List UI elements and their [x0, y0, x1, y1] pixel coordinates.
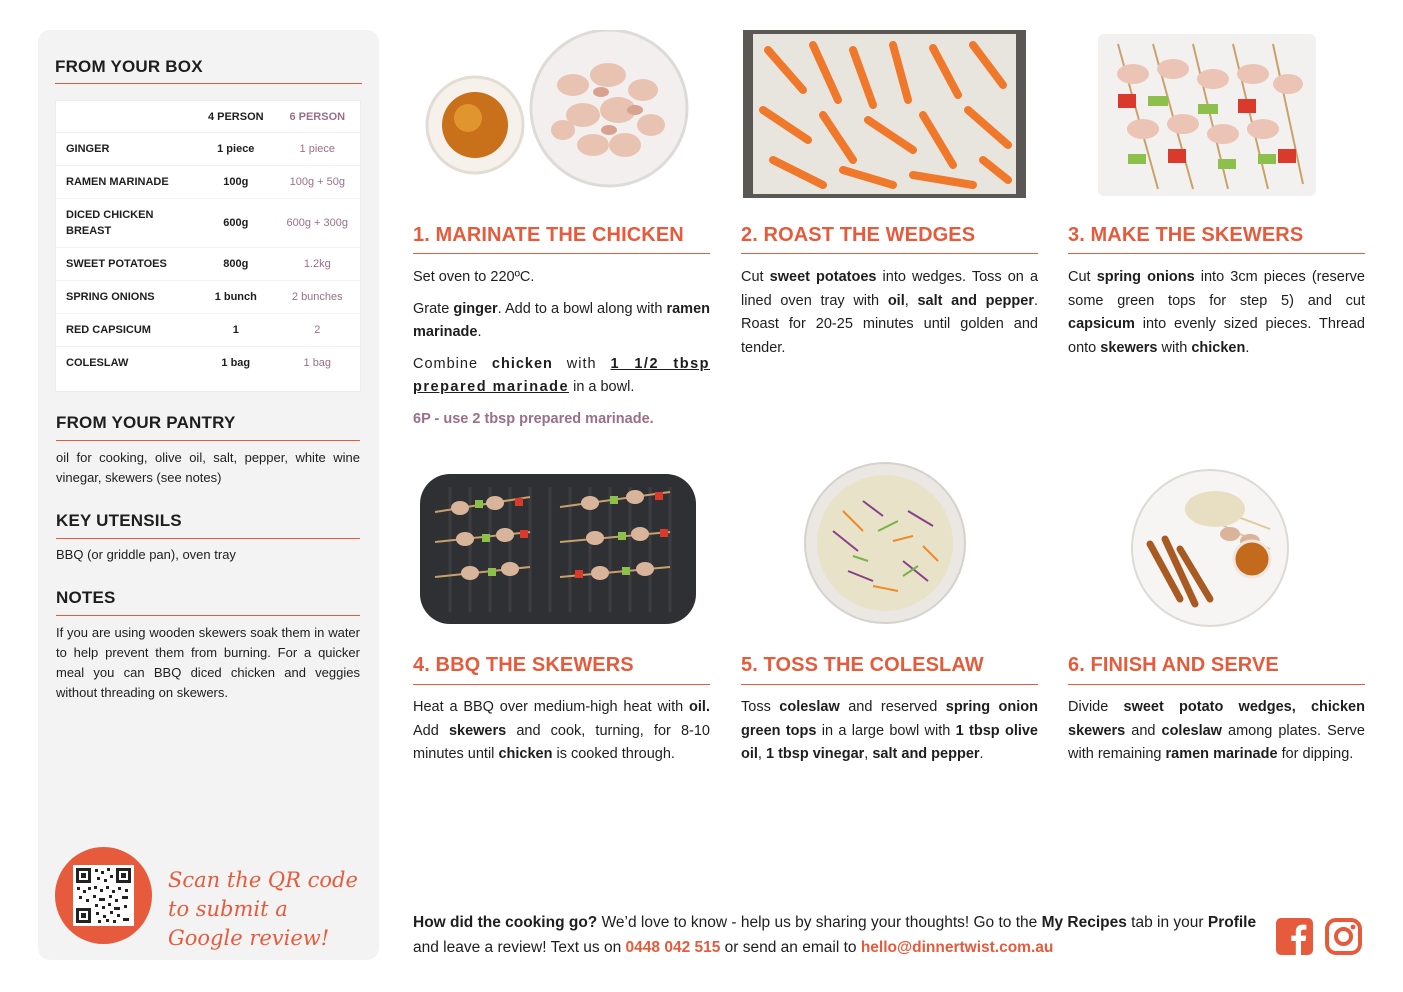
qr-code-icon[interactable] — [73, 865, 134, 926]
step-5-text: Toss coleslaw and reserved spring onion green tops in a large bowl with 1 tbsp olive oil, 1 tbsp vinegar, salt and pepper. — [741, 699, 1039, 762]
ingredient-name: GINGER — [56, 133, 197, 166]
qty-4p: 1 bunch — [197, 281, 275, 314]
ingredients-table — [55, 100, 361, 392]
divider — [413, 684, 710, 685]
header-blank — [56, 101, 197, 133]
marinate-chicken-photo — [413, 30, 703, 200]
qty-4p: 1 — [197, 314, 275, 347]
divider — [741, 684, 1038, 685]
qty-4p: 1 bag — [197, 347, 275, 380]
table-row — [56, 281, 360, 314]
qty-6p: 1 piece — [275, 133, 360, 166]
step-6-body — [1068, 696, 1365, 775]
skewers-photo — [1098, 34, 1316, 196]
step-5-body — [741, 696, 1038, 775]
step-3-title: 3. MAKE THE SKEWERS — [1068, 224, 1304, 246]
facebook-icon[interactable] — [1276, 918, 1313, 955]
step-1-text: Combine chicken with 1 1/2 tbsp prepared marinade in a bowl. — [413, 355, 711, 395]
qty-6p: 1.2kg — [275, 248, 360, 281]
table-row — [56, 347, 360, 380]
divider — [1068, 253, 1365, 254]
key-utensils-title: KEY UTENSILS — [56, 511, 182, 530]
divider — [413, 253, 710, 254]
from-your-pantry-title: FROM YOUR PANTRY — [56, 413, 236, 432]
divider — [56, 615, 360, 616]
qty-6p: 600g + 300g — [275, 199, 360, 248]
qty-6p: 2 bunches — [275, 281, 360, 314]
ingredient-name: DICED CHICKEN BREAST — [56, 199, 197, 248]
qty-4p: 100g — [197, 166, 275, 199]
header-6-person: 6 PERSON — [289, 110, 346, 123]
ingredient-name: SWEET POTATOES — [56, 248, 197, 281]
step-2-body — [741, 266, 1038, 368]
step-6-text: Divide sweet potato wedges, chicken skewers and coleslaw among plates. Serve with remaining ramen marinade for dipping. — [1068, 699, 1365, 762]
qty-4p: 800g — [197, 248, 275, 281]
divider — [56, 538, 360, 539]
qr-caption: Scan the QR code to submit a Google review! — [168, 868, 358, 950]
bbq-skewers-photo — [420, 472, 696, 626]
table-row — [56, 166, 360, 199]
step-4-title: 4. BBQ THE SKEWERS — [413, 654, 634, 676]
table-row — [56, 248, 360, 281]
step-3-body — [1068, 266, 1365, 368]
header-4-person: 4 PERSON — [207, 110, 264, 123]
ingredient-name: COLESLAW — [56, 347, 197, 380]
ingredient-name: SPRING ONIONS — [56, 281, 197, 314]
from-your-box-title: FROM YOUR BOX — [55, 57, 203, 76]
ingredient-name: RAMEN MARINADE — [56, 166, 197, 199]
qty-6p: 100g + 50g — [275, 166, 360, 199]
divider — [1068, 684, 1365, 685]
step-6-title: 6. FINISH AND SERVE — [1068, 654, 1279, 676]
coleslaw-photo — [803, 461, 968, 626]
email-link[interactable]: hello@dinnertwist.com.au — [860, 939, 1054, 956]
step-4-body — [413, 696, 710, 775]
table-row — [56, 199, 360, 248]
step-3-text: Cut spring onions into 3cm pieces (reserve some green tops for step 5) and cut capsicum into evenly sized pieces. Thread onto skewers with chicken. — [1068, 269, 1365, 356]
step-1-text: Set oven to 220ºC. — [413, 269, 535, 285]
roast-wedges-photo — [743, 30, 1026, 198]
divider — [55, 83, 362, 84]
step-1-body — [413, 266, 710, 439]
table-row — [56, 133, 360, 166]
divider — [56, 440, 360, 441]
notes-title: NOTES — [56, 588, 116, 607]
qty-6p: 2 — [275, 314, 360, 347]
finished-plate-photo — [1130, 469, 1290, 627]
qty-4p: 600g — [197, 199, 275, 248]
ingredient-name: RED CAPSICUM — [56, 314, 197, 347]
step-2-text: Cut sweet potatoes into wedges. Toss on a lined oven tray with oil, salt and pepper. Roast for 20-25 minutes until golden and tender. — [741, 269, 1039, 356]
phone-link[interactable]: 0448 042 515 — [625, 939, 721, 956]
qty-4p: 1 piece — [197, 133, 275, 166]
step-2-title: 2. ROAST THE WEDGES — [741, 224, 976, 246]
step-4-text: Heat a BBQ over medium-high heat with oil. Add skewers and cook, turning, for 8-10 minutes until chicken is cooked through. — [413, 699, 710, 762]
divider — [741, 253, 1038, 254]
pantry-text: oil for cooking, olive oil, salt, pepper, white wine vinegar, skewers (see notes) — [56, 450, 360, 485]
utensils-text: BBQ (or griddle pan), oven tray — [56, 547, 236, 562]
qty-6p: 1 bag — [275, 347, 360, 380]
notes-text: If you are using wooden skewers soak them in water to help prevent them from burning. For a quicker meal you can BBQ diced chicken and veggies without threading on skewers. — [56, 625, 360, 700]
review-footer: How did the cooking go? We’d love to know - help us by sharing your thoughts! Go to the My Recipes tab in your Profile and leave a review! Text us on 0448 042 515 or send an email to hello@dinnertwist.com.au — [413, 914, 1257, 956]
instagram-icon[interactable] — [1325, 918, 1362, 955]
step-5-title: 5. TOSS THE COLESLAW — [741, 654, 984, 676]
step-1-text: Grate ginger. Add to a bowl along with ramen marinade. — [413, 300, 710, 340]
six-person-note: 6P - use 2 tbsp prepared marinade. — [413, 410, 654, 427]
table-row — [56, 314, 360, 347]
step-1-title: 1. MARINATE THE CHICKEN — [413, 224, 684, 246]
